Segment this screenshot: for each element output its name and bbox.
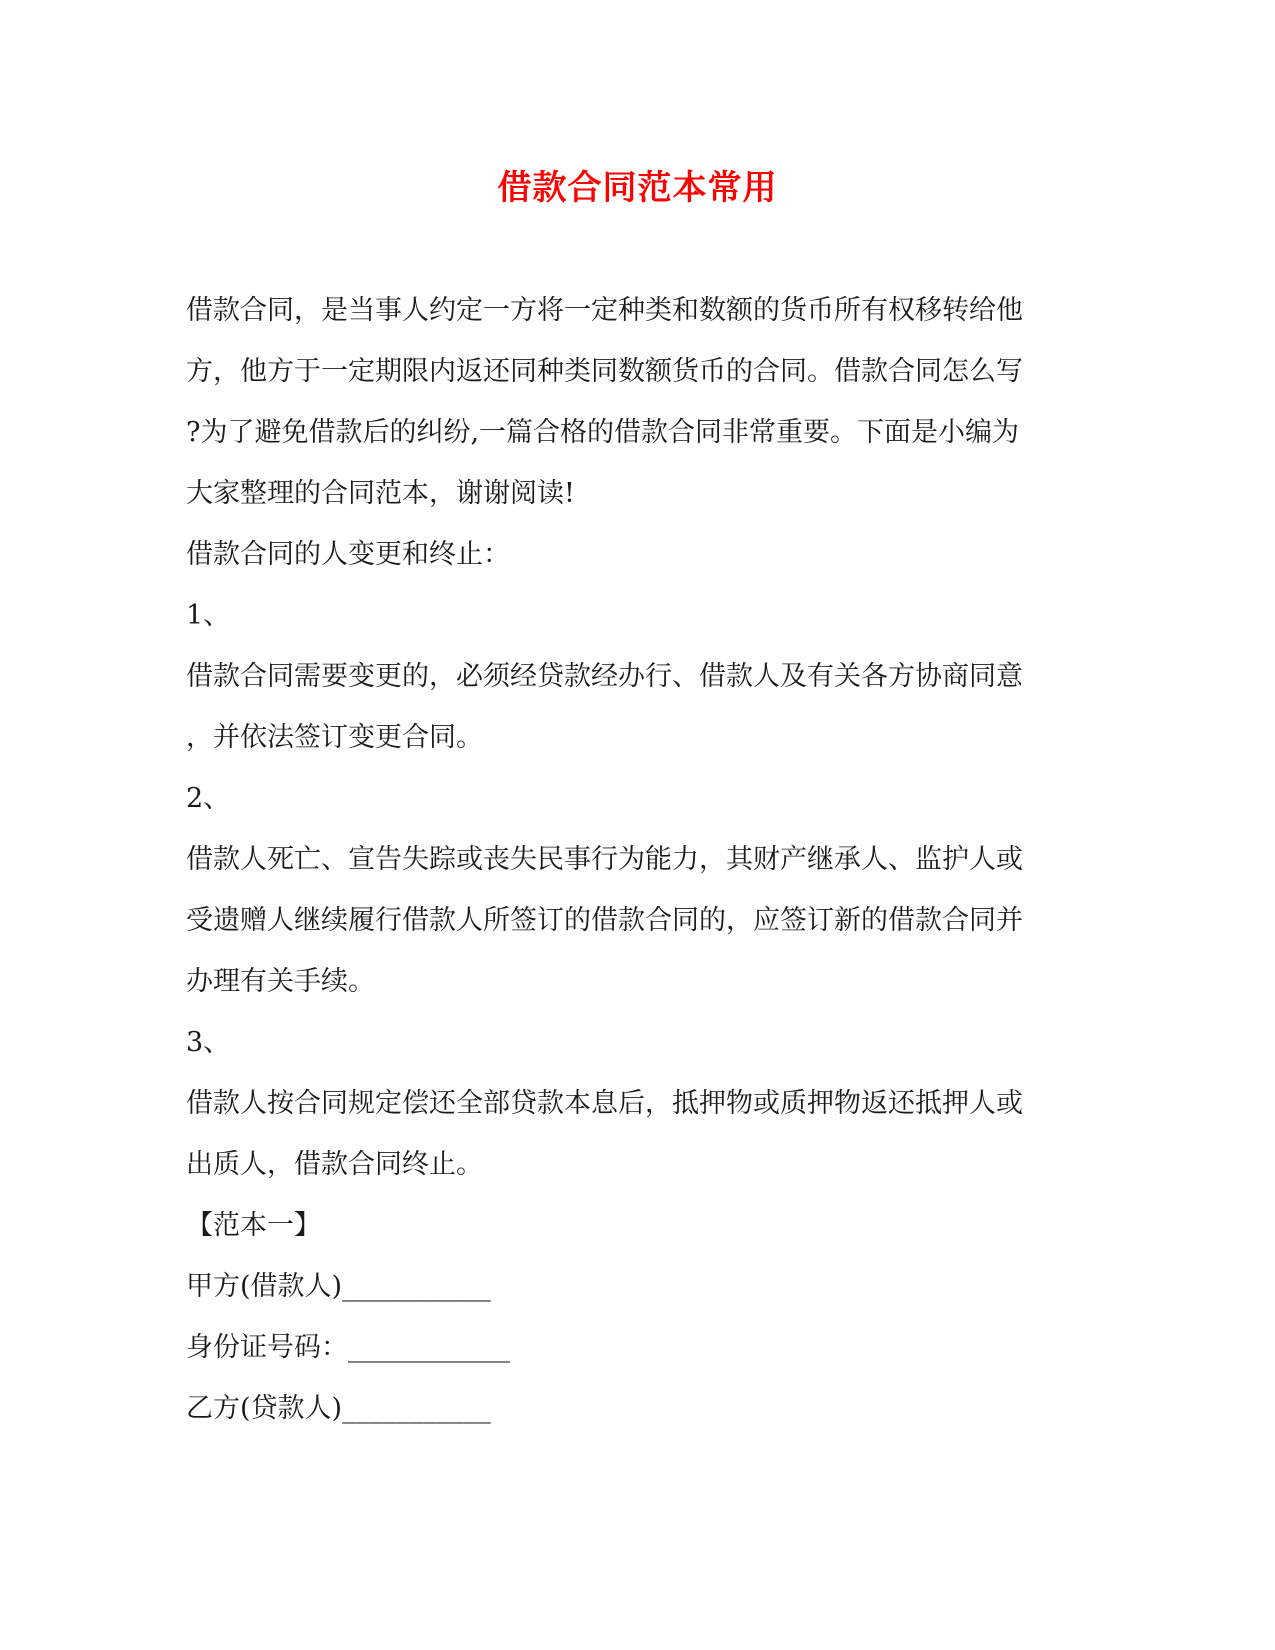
section-heading: 借款合同的人变更和终止：	[186, 539, 510, 570]
paragraph-line: 出质人，借款合同终止。	[186, 1149, 483, 1180]
paragraph-line: 受遗赠人继续履行借款人所签订的借款合同的，应签订新的借款合同并	[186, 905, 1023, 936]
paragraph-line: 大家整理的合同范本，谢谢阅读!	[186, 478, 575, 509]
form-field-borrower: 甲方(借款人)___________	[186, 1271, 491, 1302]
paragraph-line: 借款人死亡、宣告失踪或丧失民事行为能力，其财产继承人、监护人或	[186, 844, 1023, 875]
paragraph-line: ，并依法签订变更合同。	[186, 722, 483, 753]
paragraph-line: 办理有关手续。	[186, 966, 375, 997]
paragraph-line: 方，他方于一定期限内返还同种类同数额货币的合同。借款合同怎么写	[186, 356, 1023, 387]
document-title: 借款合同范本常用	[497, 168, 778, 208]
template-heading: 【范本一】	[186, 1210, 321, 1241]
paragraph-line: 借款合同需要变更的，必须经贷款经办行、借款人及有关各方协商同意	[186, 661, 1023, 692]
form-field-lender: 乙方(贷款人)___________	[186, 1393, 491, 1424]
list-number: 2、	[186, 783, 231, 814]
list-number: 3、	[186, 1027, 231, 1058]
paragraph-line: 借款人按合同规定偿还全部贷款本息后，抵押物或质押物返还抵押人或	[186, 1088, 1023, 1119]
paragraph-line: 借款合同，是当事人约定一方将一定种类和数额的货币所有权移转给他	[186, 295, 1023, 326]
document-body	[186, 280, 1091, 1439]
form-field-id-number: 身份证号码：____________	[186, 1332, 510, 1363]
list-number: 1、	[186, 600, 231, 631]
paragraph-line: ?为了避免借款后的纠纷,一篇合格的借款合同非常重要。下面是小编为	[186, 417, 1020, 448]
